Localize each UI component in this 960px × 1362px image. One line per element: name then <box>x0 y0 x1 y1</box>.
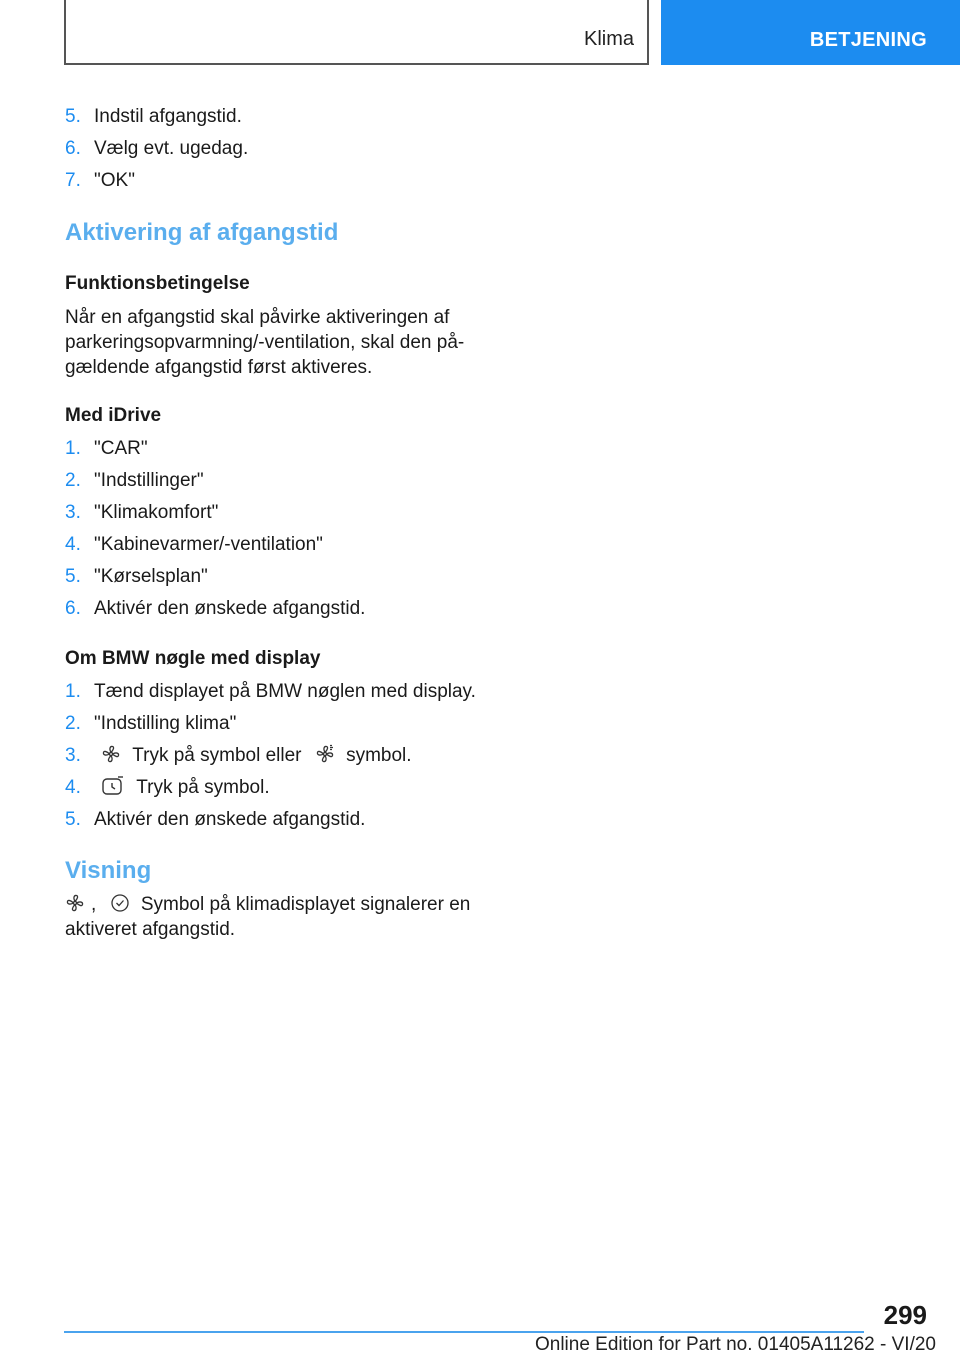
list-item: 3. Tryk på symbol eller symbol. <box>65 745 412 766</box>
list-item: 1. Tænd displayet på BMW nøglen med display. <box>65 681 476 702</box>
list-item: 5. Aktivér den ønskede afgangstid. <box>65 809 366 830</box>
list-item: 1. "CAR" <box>65 438 148 459</box>
header-chapter-box <box>64 0 649 65</box>
list-item: 6. Vælg evt. ugedag. <box>65 138 249 159</box>
chapter-title: Klima <box>583 28 634 50</box>
idrive-heading: Med iDrive <box>65 405 162 426</box>
edition-note: Online Edition for Part no. 01405A11262 - VI/20 <box>534 1334 936 1355</box>
display-text: , Symbol på klimadisplayet signalerer en aktiveret afgangstid. <box>65 894 471 940</box>
page-number: 299 <box>883 1300 927 1330</box>
fan-icon <box>101 744 121 764</box>
condition-heading: Funktionsbetingelse <box>65 273 250 294</box>
clock-icon <box>110 893 130 913</box>
list-item: 7. "OK" <box>65 170 135 191</box>
activation-heading: Aktivering af afgangstid <box>65 219 339 246</box>
timer-icon <box>101 776 125 796</box>
list-item: 2. "Indstilling klima" <box>65 713 237 734</box>
list-item: 4. "Kabinevarmer/-ventilation" <box>65 534 323 555</box>
list-item: 5. Indstil afgangstid. <box>65 106 242 127</box>
list-item: 3. "Klimakomfort" <box>65 502 219 523</box>
fan-icon <box>65 893 85 913</box>
key-heading: Om BMW nøgle med display <box>65 648 321 669</box>
display-heading: Visning <box>65 857 152 884</box>
condition-text: Når en afgangstid skal påvirke aktiveringen af parkeringsopvarmning/-ventilation, skal den på-gældende afgangstid først aktiveres. <box>65 307 465 378</box>
list-item: 6. Aktivér den ønskede afgangstid. <box>65 598 366 619</box>
footer-divider <box>64 1331 864 1333</box>
ventilation-icon <box>315 744 335 764</box>
list-item: 5. "Kørselsplan" <box>65 566 208 587</box>
section-title: BETJENING <box>809 29 927 51</box>
list-item: 2. "Indstillinger" <box>65 470 204 491</box>
header-section-box <box>661 0 960 65</box>
list-item: 4. Tryk på symbol. <box>65 777 270 798</box>
